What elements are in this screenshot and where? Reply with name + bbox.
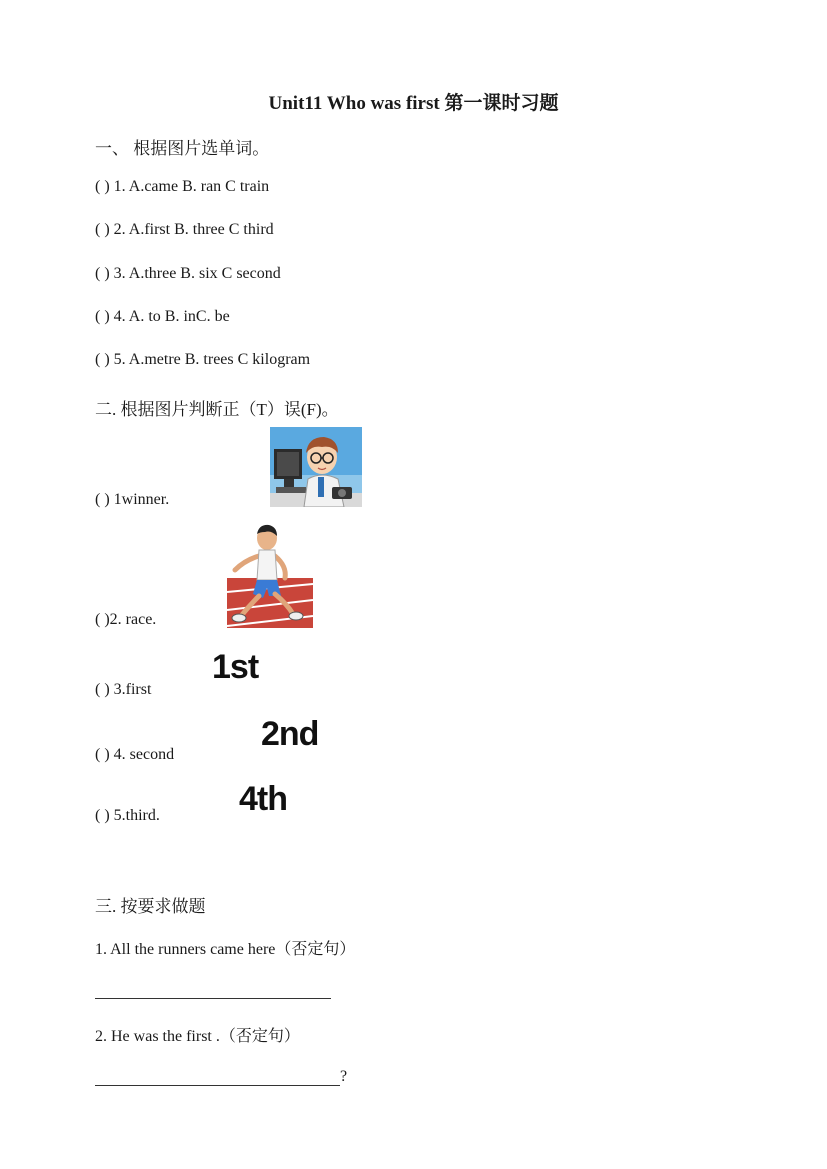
section1-question-2	[95, 221, 274, 239]
section3-answer-line-1	[95, 980, 331, 999]
section2-question-1: ( ) 1winner.	[95, 491, 170, 508]
section3-question-1: 1. All the runners came here（否定句）	[95, 941, 356, 958]
section3-heading: 三. 按要求做题	[95, 897, 206, 916]
answer-paren[interactable]: ( )	[95, 265, 110, 282]
question-text: 3. A.three B. six C second	[113, 265, 281, 282]
section2-question-3: ( ) 3.first	[95, 681, 152, 698]
answer-paren[interactable]: ( )	[95, 351, 110, 368]
answer-paren[interactable]: ( )	[95, 308, 110, 325]
ordinal-1st-image: 1st	[212, 648, 259, 686]
question-text: 5. A.metre B. trees C kilogram	[113, 351, 311, 368]
section2-question-5: ( ) 5.third.	[95, 807, 160, 824]
question-text: 4. A. to B. inC. be	[113, 308, 230, 325]
section1-question-3	[95, 265, 281, 283]
section1-question-5	[95, 351, 310, 369]
page-title: Unit11 Who was first 第一课时习题	[268, 93, 559, 114]
ordinal-4th-image: 4th	[239, 780, 287, 818]
running-boy-icon	[227, 522, 313, 628]
section1-question-1	[95, 178, 269, 196]
answer-blank[interactable]	[95, 1067, 340, 1086]
section3-question-2: 2. He was the first .（否定句）	[95, 1028, 300, 1045]
section1-heading: 一、 根据图片选单词。	[95, 139, 270, 158]
answer-paren[interactable]: ( )	[95, 178, 110, 195]
answer-end-mark: ?	[340, 1068, 348, 1085]
ordinal-2nd-image: 2nd	[261, 715, 319, 753]
section2-heading: 二. 根据图片判断正（T）误(F)。	[95, 400, 339, 419]
question-text: 1. A.came B. ran C train	[113, 178, 270, 195]
section3-answer-line-2	[95, 1067, 347, 1086]
section2-question-4: ( ) 4. second	[95, 746, 175, 763]
section1-question-4	[95, 308, 230, 326]
answer-blank[interactable]	[95, 980, 331, 999]
boy-at-computer-icon	[270, 427, 362, 507]
question-text: 2. A.first B. three C third	[113, 221, 274, 238]
answer-paren[interactable]: ( )	[95, 221, 110, 238]
section2-question-2: ( )2. race.	[95, 611, 157, 628]
